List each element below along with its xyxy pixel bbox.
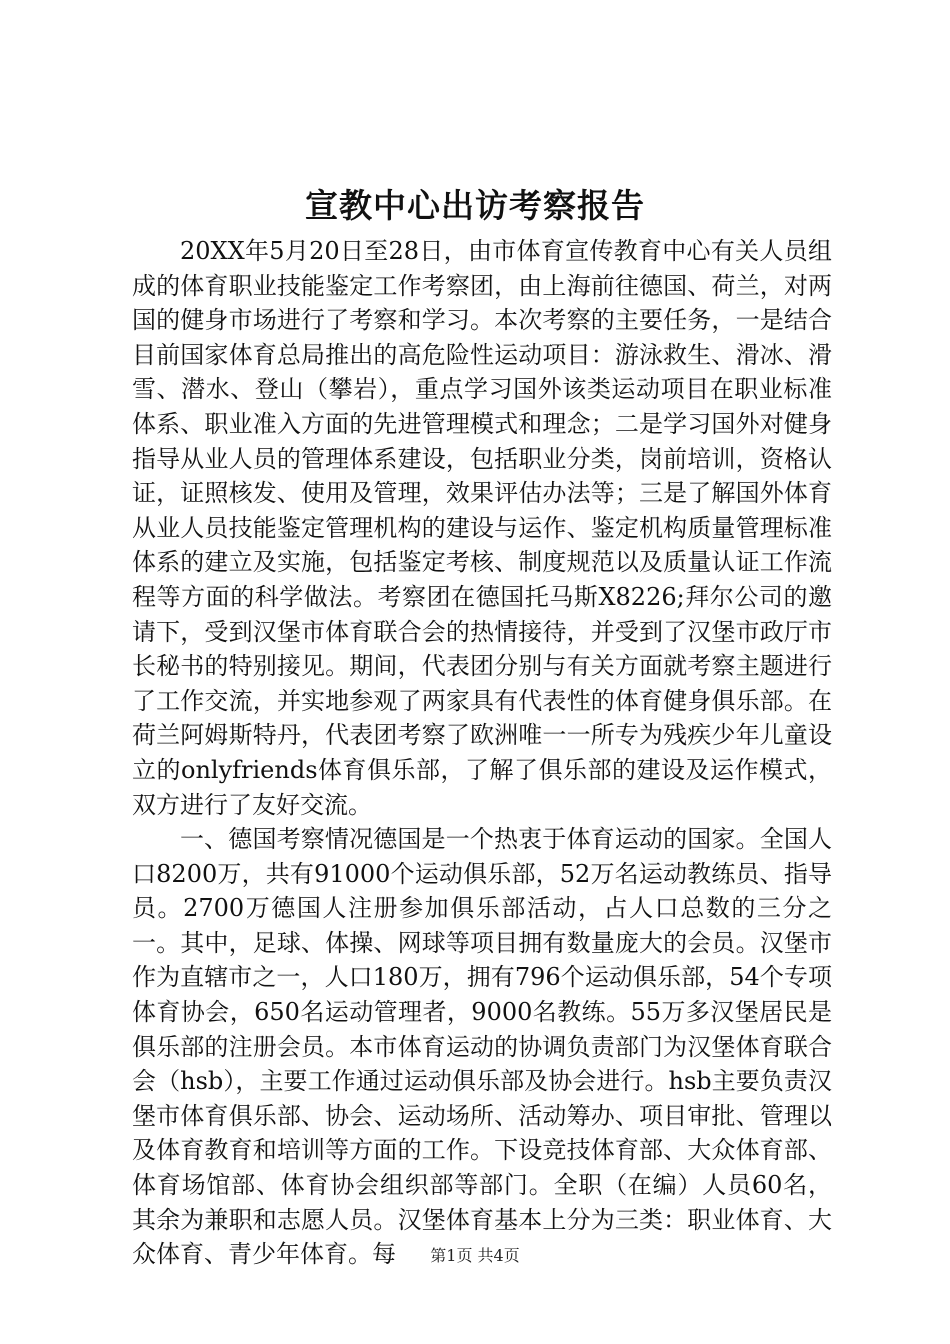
- document-title: 宣教中心出访考察报告: [305, 186, 645, 225]
- page-number-footer: 第1页 共4页: [430, 1246, 520, 1265]
- document-body: [132, 234, 832, 1272]
- paragraph-2: 一、德国考察情况德国是一个热衷于体育运动的国家。全国人口8200万，共有91000个运动俱乐部，52万名运动教练员、指导员。2700万德国人注册参加俱乐部活动，占人口总数的三分之一。其中，足球、体操、网球等项目拥有数量庞大的会员。汉堡市作为直辖市之一，人口180万，拥有796个运动俱乐部，54个专项体育协会，650名运动管理者，9000名教练。55万多汉堡居民是俱乐部的注册会员。本市体育运动的协调负责部门为汉堡体育联合会（hsb），主要工作通过运动俱乐部及协会进行。hsb主要负责汉堡市体育俱乐部、协会、运动场所、活动筹办、项目审批、管理以及体育教育和培训等方面的工作。下设竞技体育部、大众体育部、体育场馆部、体育协会组织部等部门。全职（在编）人员60名，其余为兼职和志愿人员。汉堡体育基本上分为三类：职业体育、大众体育、青少年体育。每: [132, 825, 832, 1269]
- paragraph-1: 20XX年5月20日至28日，由市体育宣传教育中心有关人员组成的体育职业技能鉴定工作考察团，由上海前往德国、荷兰，对两国的健身市场进行了考察和学习。本次考察的主要任务，一是结合目前国家体育总局推出的高危险性运动项目：游泳救生、滑冰、滑雪、潜水、登山（攀岩），重点学习国外该类运动项目在职业标准体系、职业准入方面的先进管理模式和理念；二是学习国外对健身指导从业人员的管理体系建设，包括职业分类，岗前培训，资格认证，证照核发、使用及管理，效果评估办法等；三是了解国外体育从业人员技能鉴定管理机构的建设与运作、鉴定机构质量管理标准体系的建立及实施，包括鉴定考核、制度规范以及质量认证工作流程等方面的科学做法。考察团在德国托马斯X8226;拜尔公司的邀请下，受到汉堡市体育联合会的热情接待，并受到了汉堡市政厅市长秘书的特别接见。期间，代表团分别与有关方面就考察主题进行了工作交流，并实地参观了两家具有代表性的体育健身俱乐部。在荷兰阿姆斯特丹，代表团考察了欧洲唯一一所专为残疾少年儿童设立的onlyfriends体育俱乐部，了解了俱乐部的建设及运作模式，双方进行了友好交流。: [132, 237, 832, 819]
